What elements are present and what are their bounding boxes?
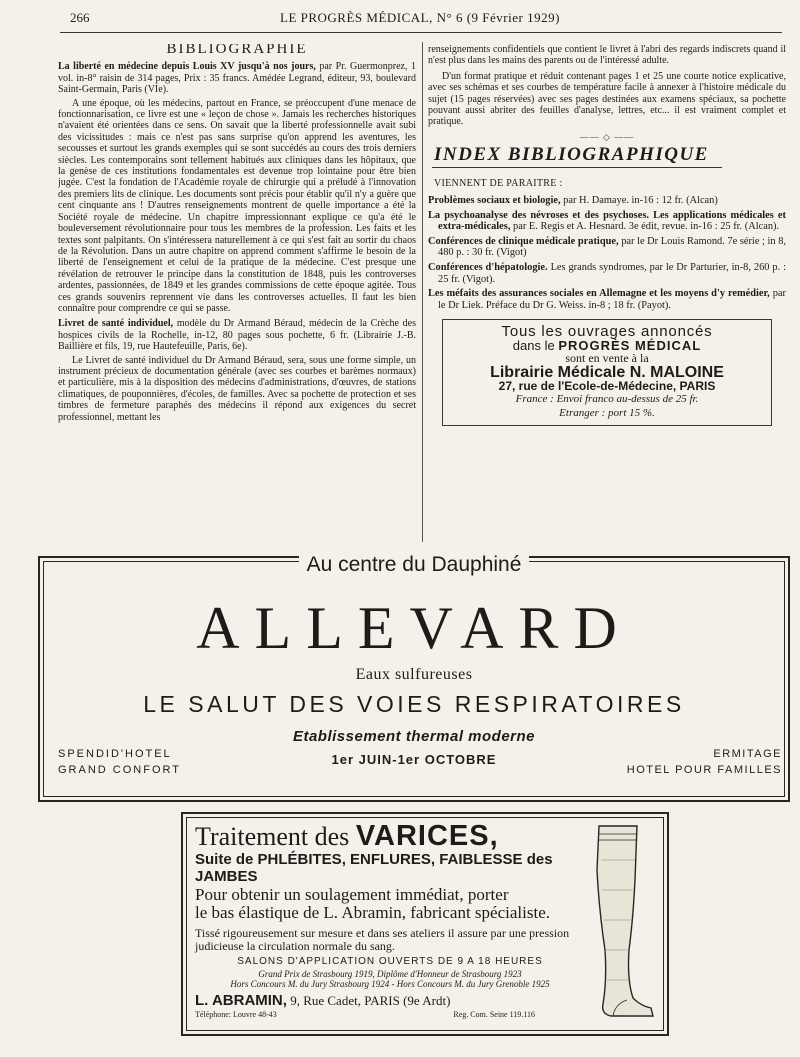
maloine-journal-name: PROGRÈS MÉDICAL: [558, 337, 702, 353]
index-entry-title: Problèmes sociaux et biologie,: [428, 195, 561, 207]
column-divider: [422, 42, 423, 542]
maloine-shipping-abroad: Etranger : port 15 %.: [559, 406, 655, 419]
varices-subheadline: Suite de PHLÉBITES, ENFLURES, FAIBLESSE des JAMBES: [195, 851, 553, 885]
allevard-season: 1er JUIN-1er OCTOBRE: [331, 752, 497, 767]
index-entry: [428, 210, 786, 233]
bib-item-2-review-end: D'un format pratique et réduit contenant pages 1 et 25 une courte notice explicative, avec ses schémas et ses courbes de température facile à annexer à l'histoire médicale du sujet (15 pages réservées) avec ses pages destinées aux examens spéciaux, sa pochette pouvant aussi abriter des feuilles d'analyse, lettres, etc... il est vraiment complet et pratique.: [428, 70, 786, 128]
index-entry-meta: Les grands syndromes, par le Dr Parturier, in-8, 260 p. : 25 fr. (Vigot).: [438, 262, 786, 285]
varices-company-name: L. ABRAMIN,: [195, 992, 287, 1009]
varices-headline: [195, 820, 585, 853]
index-title-rule: [432, 167, 722, 168]
allevard-slogan: LE SALUT DES VOIES RESPIRATOIRES: [143, 691, 685, 717]
varices-headline-big: VARICES,: [355, 820, 499, 852]
right-column: [428, 44, 786, 544]
page-header: [70, 10, 770, 28]
allevard-hotel-right: [627, 746, 782, 778]
varices-telephone: Téléphone: Louvre 48-43: [195, 1010, 277, 1019]
index-entry: [428, 195, 786, 207]
allevard-eaux: Eaux sulfureuses: [355, 666, 473, 683]
bib-item-2-title: Livret de santé individuel,: [58, 318, 174, 330]
maloine-line-2-pre: dans le: [512, 337, 555, 353]
maloine-line-2: [447, 337, 767, 353]
maloine-line-1: Tous les ouvrages annoncés: [501, 323, 713, 341]
index-entry-title: Conférences de clinique médicale pratique,: [428, 235, 619, 247]
stocking-illustration-icon: [571, 820, 661, 1020]
allevard-etablissement: Etablissement thermal moderne: [292, 728, 536, 745]
varices-pitch-2: le bas élastique de L. Abramin, fabricant spécialiste.: [195, 903, 550, 922]
bib-item-1: [58, 61, 416, 95]
ornament-divider: —— ◇ ——: [579, 131, 635, 142]
varices-hours: SALONS D'APPLICATION OUVERTS DE 9 A 18 HEURES: [237, 956, 543, 967]
maloine-bookshop-name: Librairie Médicale N. MALOINE: [490, 363, 724, 381]
varices-street: 9, Rue Cadet, PARIS (9e Ardt): [290, 993, 451, 1008]
index-entry-meta: par le Dr Louis Ramond. 7e série ; in 8, 480 p. : 30 fr. (Vigot): [438, 235, 786, 259]
maloine-advertisement: [442, 319, 772, 426]
varices-pitch-1: Pour obtenir un soulagement immédiat, porter: [195, 885, 509, 904]
varices-award-1: Grand Prix de Strasbourg 1919, Diplôme d'Honneur de Strasbourg 1923: [258, 969, 522, 979]
index-entry-title: La psychoanalyse des névroses et des psychoses. Les applications médicales et extra-médicales,: [428, 209, 786, 233]
index-entry-meta: par E. Regis et A. Hesnard. 3e édit, revue. in-16 : 25 fr. (Alcan).: [513, 221, 780, 233]
index-entry: [428, 262, 786, 285]
viennent-de-paraitre: VIENNENT DE PARAITRE :: [434, 177, 563, 189]
index-entry-meta: par le Dr Liek. Préface du Dr G. Weiss. in-8 ; 18 fr. (Payot).: [438, 288, 786, 311]
allevard-hotel-left-desc: GRAND CONFORT: [58, 764, 181, 776]
bib-item-2-review: Le Livret de santé individuel du Dr Armand Béraud, sera, sous une forme simple, un instrument précieux de documentation générale (avec ses courbes et barèmes normaux) et particulière, mis à la disposition des médecins d'administrations, d'œuvres, de stations climatiques, de pouponnières, d'écoles, de familles. Avec sa pochette de protection et ses timbres de fermeture paraphés des médecins il répond aux exigences du secret professionnel, mettant les: [58, 354, 416, 423]
bib-item-1-meta: par Pr. Guermonprez, 1 vol. in-8° raisin de 314 pages, Prix : 35 francs. Amédée Legrand, éditeur, 93, boulevard Saint-Germain, Paris (VIe).: [58, 61, 416, 96]
section-title-bibliographie: BIBLIOGRAPHIE: [166, 44, 308, 57]
allevard-hotel-right-name: ERMITAGE: [713, 748, 782, 760]
bib-item-2-meta: modèle du Dr Armand Béraud, médecin de la Crèche des hospices civils de la Rochelle, in-12, 80 pages sous pochette, 6 fr. (Librairie J.-B. Baillière et fils, 19, rue Hautefeuille, Paris, 6e).: [58, 318, 416, 353]
bib-item-1-review: A une époque, où les médecins, partout en France, se préoccupent d'une menace de fonctionnarisation, ce livre est une « leçon de chose ». Jamais les recherches historiques n'avaient été orientées dans ce sens. On savait que la liberté professionnelle avait subi des vicissitudes : mais ce n'est pas sans surprise qu'on apprend les aventures, les secousses et surtout les grands exemples qui se sont succédés au cours des trois derniers siècles. Les contemporains sont tellement habitués aux cliniques dans les hôpitaux, que la genèse de ces institutions fondamentales est devenue trop lointaine pour être bien jugée. C'est la fondation de l'Académie royale de chirurgie qui a préludé à l'innovation des premiers lits de clinique. Les documents sont précis pour établir qu'il n'y a guère que cent cinquante ans ! D'autres renseignements montrent de quelle importance a été la Société royale de médecine. Un chapitre impressionnant explique ce qu'a été le bouleversement révolutionnaire pour tous les membres de la profession. Les faits et les textes sont palpitants. On s'intéressera naturellement à ce qui s'est fait au sortir du chaos de la Révolution. Dans un autre chapitre on apprend comment s'affirme le besoin de la liberté de l'enseignement et celui de la pratique de la médecine. C'est presque une révélation de retrouver le principe dans la constitution de 1848, puis les controverses ardentes, passionnées, de 1849 et les grandes commissions de cette époque agitée. Tous ces grands souvenirs reprennent vie dans les controverses actuelles. Il faut les bien connaître pour comprendre ce qui se passe.: [58, 97, 416, 314]
varices-registration: Reg. Com. Seine 119.116: [453, 1010, 535, 1019]
bib-item-1-title: La liberté en médecine depuis Louis XV jusqu'à nos jours,: [58, 61, 316, 73]
allevard-hotel-left: [58, 746, 181, 778]
header-rule: [60, 32, 782, 33]
page-number: 266: [70, 10, 90, 25]
bib-item-2: [58, 318, 416, 352]
allevard-hotel-right-desc: HOTEL POUR FAMILLES: [626, 764, 782, 776]
varices-footer: [195, 1010, 535, 1019]
journal-title: LE PROGRÈS MÉDICAL, N° 6 (9 Février 1929): [280, 10, 560, 25]
allevard-name: ALLEVARD: [196, 595, 632, 661]
allevard-tagline-text: Au centre du Dauphiné: [299, 553, 530, 576]
varices-text: [195, 820, 585, 1019]
index-entry-title: Conférences d'hépatologie.: [428, 262, 548, 274]
index-entry-meta: par H. Damaye. in-16 : 12 fr. (Alcan): [563, 195, 718, 207]
varices-advertisement: [181, 812, 669, 1036]
varices-awards: [195, 969, 585, 989]
index-entry: [428, 288, 786, 311]
left-column: [58, 44, 416, 544]
varices-award-2: Hors Concours M. du Jury Strasbourg 1924 - Hors Concours M. du Jury Grenoble 1925: [230, 979, 550, 989]
maloine-line-3: sont en vente à la: [565, 351, 649, 366]
varices-description: Tissé rigoureusement sur mesure et dans ses ateliers il assure par une pression judicieuse la circulation normale du sang.: [195, 926, 570, 953]
maloine-shipping-france: France : Envoi franco au-dessus de 25 fr.: [515, 393, 699, 406]
index-entry-title: Les méfaits des assurances sociales en Allemagne et les moyens d'y remédier,: [428, 288, 770, 300]
bib-item-2-review-continued: renseignements confidentiels que contient le livret à l'abri des regards indiscrets quand il n'est plus dans les mains des parents ou de l'intéressé adulte.: [428, 44, 786, 67]
index-title: INDEX BIBLIOGRAPHIQUE: [434, 144, 709, 166]
maloine-address: 27, rue de l'Ecole-de-Médecine, PARIS: [498, 379, 716, 394]
allevard-advertisement: [38, 553, 790, 802]
index-entry: [428, 236, 786, 259]
varices-address: [195, 992, 585, 1009]
varices-headline-pre: Traitement des: [195, 822, 350, 851]
allevard-hotel-left-name: SPENDID'HOTEL: [58, 748, 172, 760]
allevard-tagline: [40, 553, 788, 582]
